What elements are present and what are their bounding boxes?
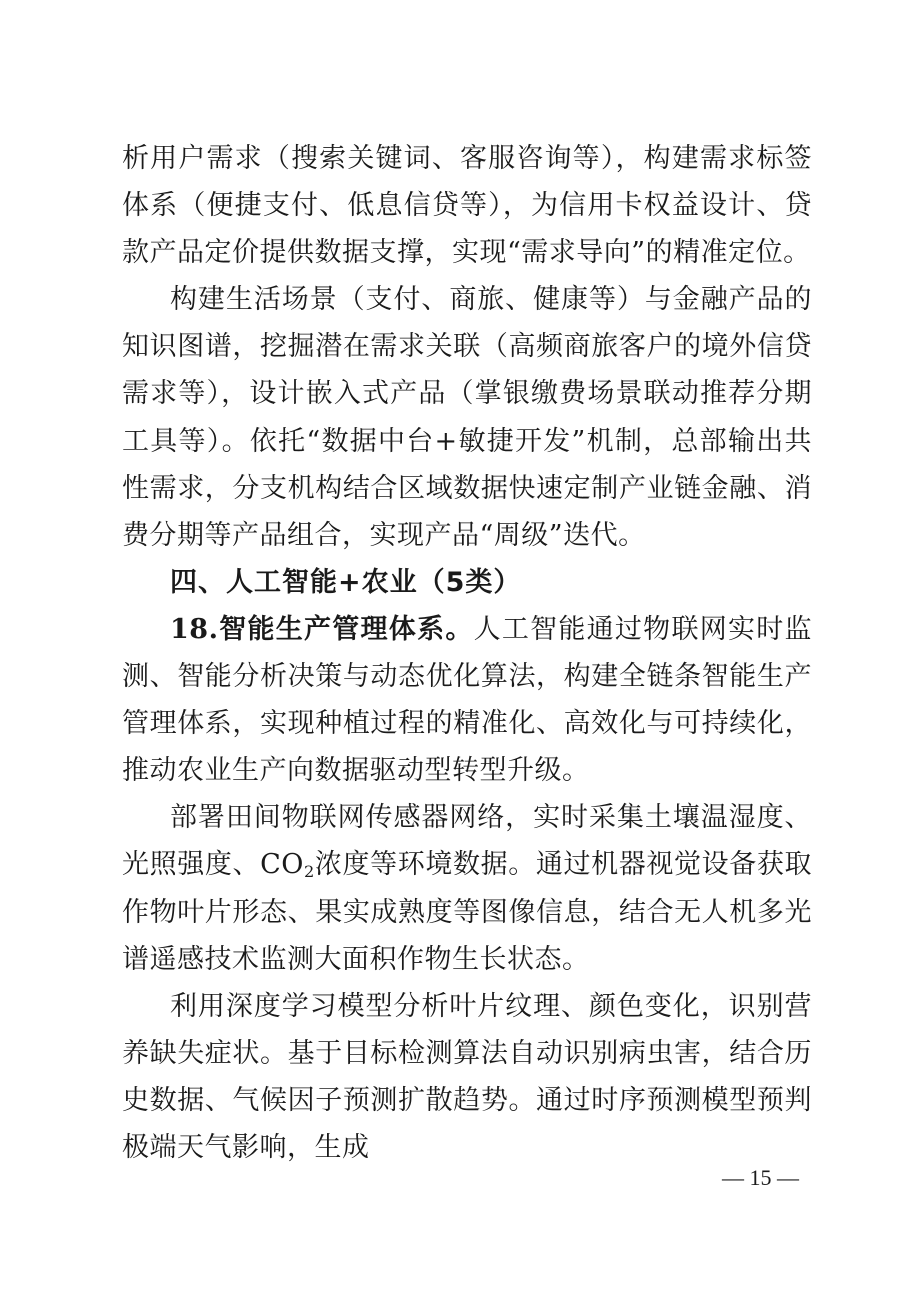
page-number: — 15 —	[722, 1165, 799, 1190]
paragraph-deep-learning-analysis	[122, 983, 812, 1171]
paragraph-text-before: 部署田间物联网传感器网络，实时采集土壤温湿度、光照强度、CO	[122, 802, 812, 881]
paragraph-text: 利用深度学习模型分析叶片纹理、颜色变化，识别营养缺失症状。基于目标检测算法自动识别病虫害，结合历史数据、气候因子预测扩散趋势。通过时序预测模型预判极端天气影响，生成	[122, 990, 812, 1163]
paragraph-text: 人工智能通过物联网实时监测、智能分析决策与动态优化算法，构建全链条智能生产管理体系，实现种植过程的精准化、高效化与可持续化，推动农业生产向数据驱动型转型升级。	[122, 613, 812, 787]
item-lead-title: 18.智能生产管理体系。	[170, 613, 474, 645]
paragraph-text: 析用户需求（搜索关键词、客服咨询等），构建需求标签体系（便捷支付、低息信贷等），为信用卡权益设计、贷款产品定价提供数据支撑，实现“需求导向”的精准定位。	[122, 143, 812, 269]
paragraph-smart-production-management	[122, 606, 812, 794]
paragraph-continued-demand-analysis	[122, 135, 812, 276]
paragraph-text: 构建生活场景（支付、商旅、健康等）与金融产品的知识图谱，挖掘潜在需求关联（高频商旅客户的境外信贷需求等），设计嵌入式产品（掌银缴费场景联动推荐分期工具等）。依托“数据中台+敏捷开发”机制，总部输出共性需求，分支机构结合区域数据快速定制产业链金融、消费分期等产品组合，实现产品“周级”迭代。	[122, 284, 812, 551]
paragraph-text-after: 浓度等环境数据。通过机器视觉设备获取作物叶片形态、果实成熟度等图像信息，结合无人机多光谱遥感技术监测大面积作物生长状态。	[122, 849, 813, 975]
paragraph-iot-sensor-network	[122, 794, 812, 982]
co2-subscript: 2	[303, 862, 315, 882]
section-heading-text: 四、人工智能+农业（5类）	[170, 566, 522, 598]
section-heading-ai-agriculture	[122, 559, 812, 606]
paragraph-scenario-knowledge-graph	[122, 276, 812, 559]
body-text	[122, 135, 812, 1171]
